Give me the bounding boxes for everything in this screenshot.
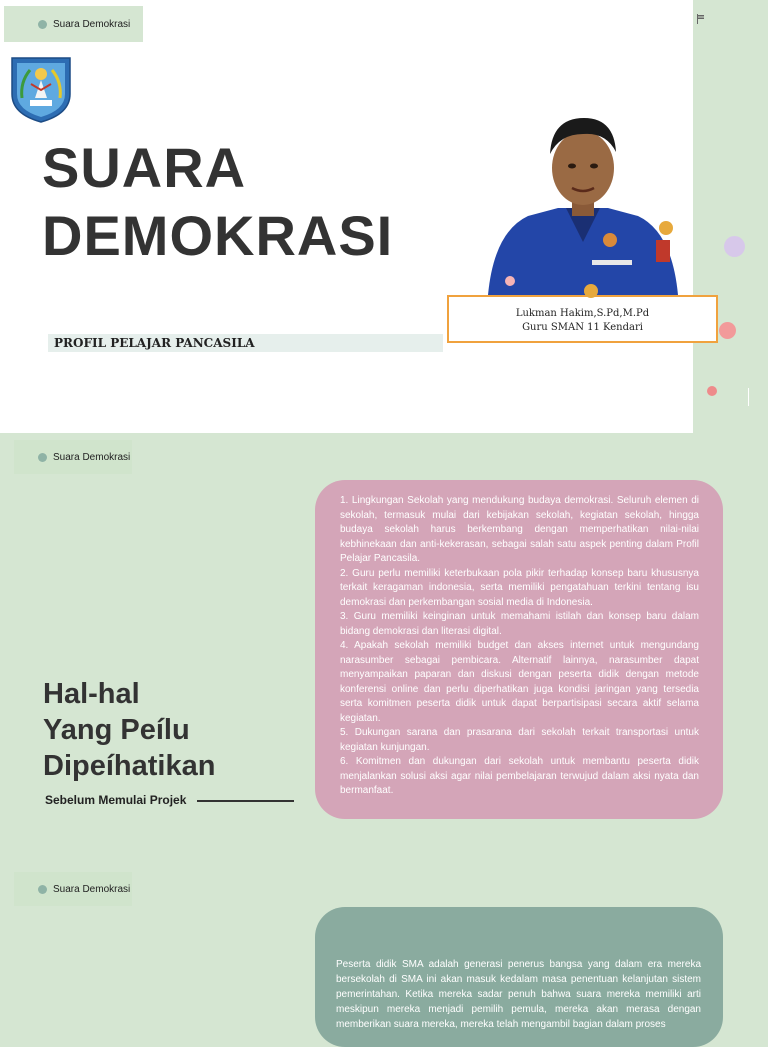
decor-circle-pink-small	[505, 276, 515, 286]
section-tag-label: Suara Demokrasi	[53, 18, 131, 30]
bullet-dot-icon	[38, 885, 47, 894]
heading-line-1: Hal-hal	[43, 678, 140, 710]
bullet-dot-icon	[38, 453, 47, 462]
decor-circle-orange-2	[584, 284, 598, 298]
author-role: Guru SMAN 11 Kendari	[522, 322, 643, 333]
decor-circle-red	[707, 386, 717, 396]
list-item: 5. Dukungan sarana dan prasarana dari sekolah terkait transportasi untuk kegiatan kunjungan.	[340, 727, 699, 753]
considerations-card	[315, 480, 723, 819]
section-heading	[43, 676, 215, 784]
title-line-1: SUARA	[42, 136, 247, 199]
heading-line-3: Dipeíhatikan	[43, 750, 216, 782]
subheading-rule	[197, 800, 294, 802]
author-info-box	[447, 295, 718, 343]
list-item: 6. Komitmen dan dukungan dari sekolah untuk membantu peserta didik menjalankan solusi aksi agar nilai pembelajaran terwujud dalam aksi nyata dan bermanfaat.	[340, 756, 699, 796]
section-tag	[14, 440, 132, 474]
list-item: 4. Apakah sekolah memiliki budget dan akses internet untuk mengundang narasumber sebagai pembicara. Alternatif lainnya, narasumber dapat menyampaikan paparan dan diskusi dengan peserta didik dengan metode konferensi online dan perlu diperhatikan juga kondisi jaringan yang tersedia serta komitmen peserta didik untuk dapat berpartisipasi secara aktif selama kegiatan.	[340, 640, 699, 724]
bullet-dot-icon	[38, 20, 47, 29]
cover-subtitle: PROFIL PELAJAR PANCASILA	[48, 334, 443, 352]
flag-icon	[697, 14, 705, 24]
section-tag	[14, 872, 132, 906]
section-tag-label: Suara Demokrasi	[53, 883, 131, 895]
decor-circle-lavender	[724, 236, 745, 257]
section-subheading: Sebelum Memulai Projek	[45, 793, 187, 807]
decor-circle-pink	[719, 322, 736, 339]
list-item: 3. Guru memiliki keinginan untuk memahami istilah dan konsep baru dalam bidang demokrasi dan literasi digital.	[340, 611, 699, 637]
school-emblem-logo	[8, 54, 74, 124]
author-name: Lukman Hakim,S.Pd,M.Pd	[515, 308, 650, 319]
intro-card	[315, 907, 723, 1047]
list-item: 2. Guru perlu memiliki keterbukaan pola pikir terhadap konsep baru khususnya terkait keragaman indonesia, serta memiliki pengatahuan terkini tentang isu demokrasi dan perkembangan sosial media di Indonesia.	[340, 567, 699, 608]
heading-line-2: Yang Peílu	[43, 714, 190, 746]
decor-line	[748, 388, 749, 406]
section-tag	[4, 6, 143, 42]
title-line-2: DEMOKRASI	[42, 204, 394, 267]
page-title	[42, 134, 393, 270]
intro-paragraph: Peserta didik SMA adalah generasi penerus bangsa yang dalam era mereka bersekolah di SMA ini akan masuk kedalam masa penentuan kelanjutan sistem pemerintahan. Ketika mereka sadar penuh bahwa suara mereka memiliki arti meskipun mereka menjadi pemilih pemula, mereka akan merasa dengan memberikan suara mereka, mereka telah mengambil bagian dalam proses	[336, 959, 701, 1030]
list-item: 1. Lingkungan Sekolah yang mendukung budaya demokrasi. Seluruh elemen di sekolah, termasuk mulai dari kebijakan sekolah, kegiatan sekolah, hingga budaya sekolah harus berkembang dengan memperhatikan nilai-nilai kebhinekaan dan anti-kekerasan, sebagai salah satu aspek penting dalam Profil Pelajar Pancasila.	[340, 495, 699, 564]
section-tag-label: Suara Demokrasi	[53, 451, 131, 463]
author-photo	[488, 112, 678, 295]
decor-circle-orange	[659, 221, 673, 235]
